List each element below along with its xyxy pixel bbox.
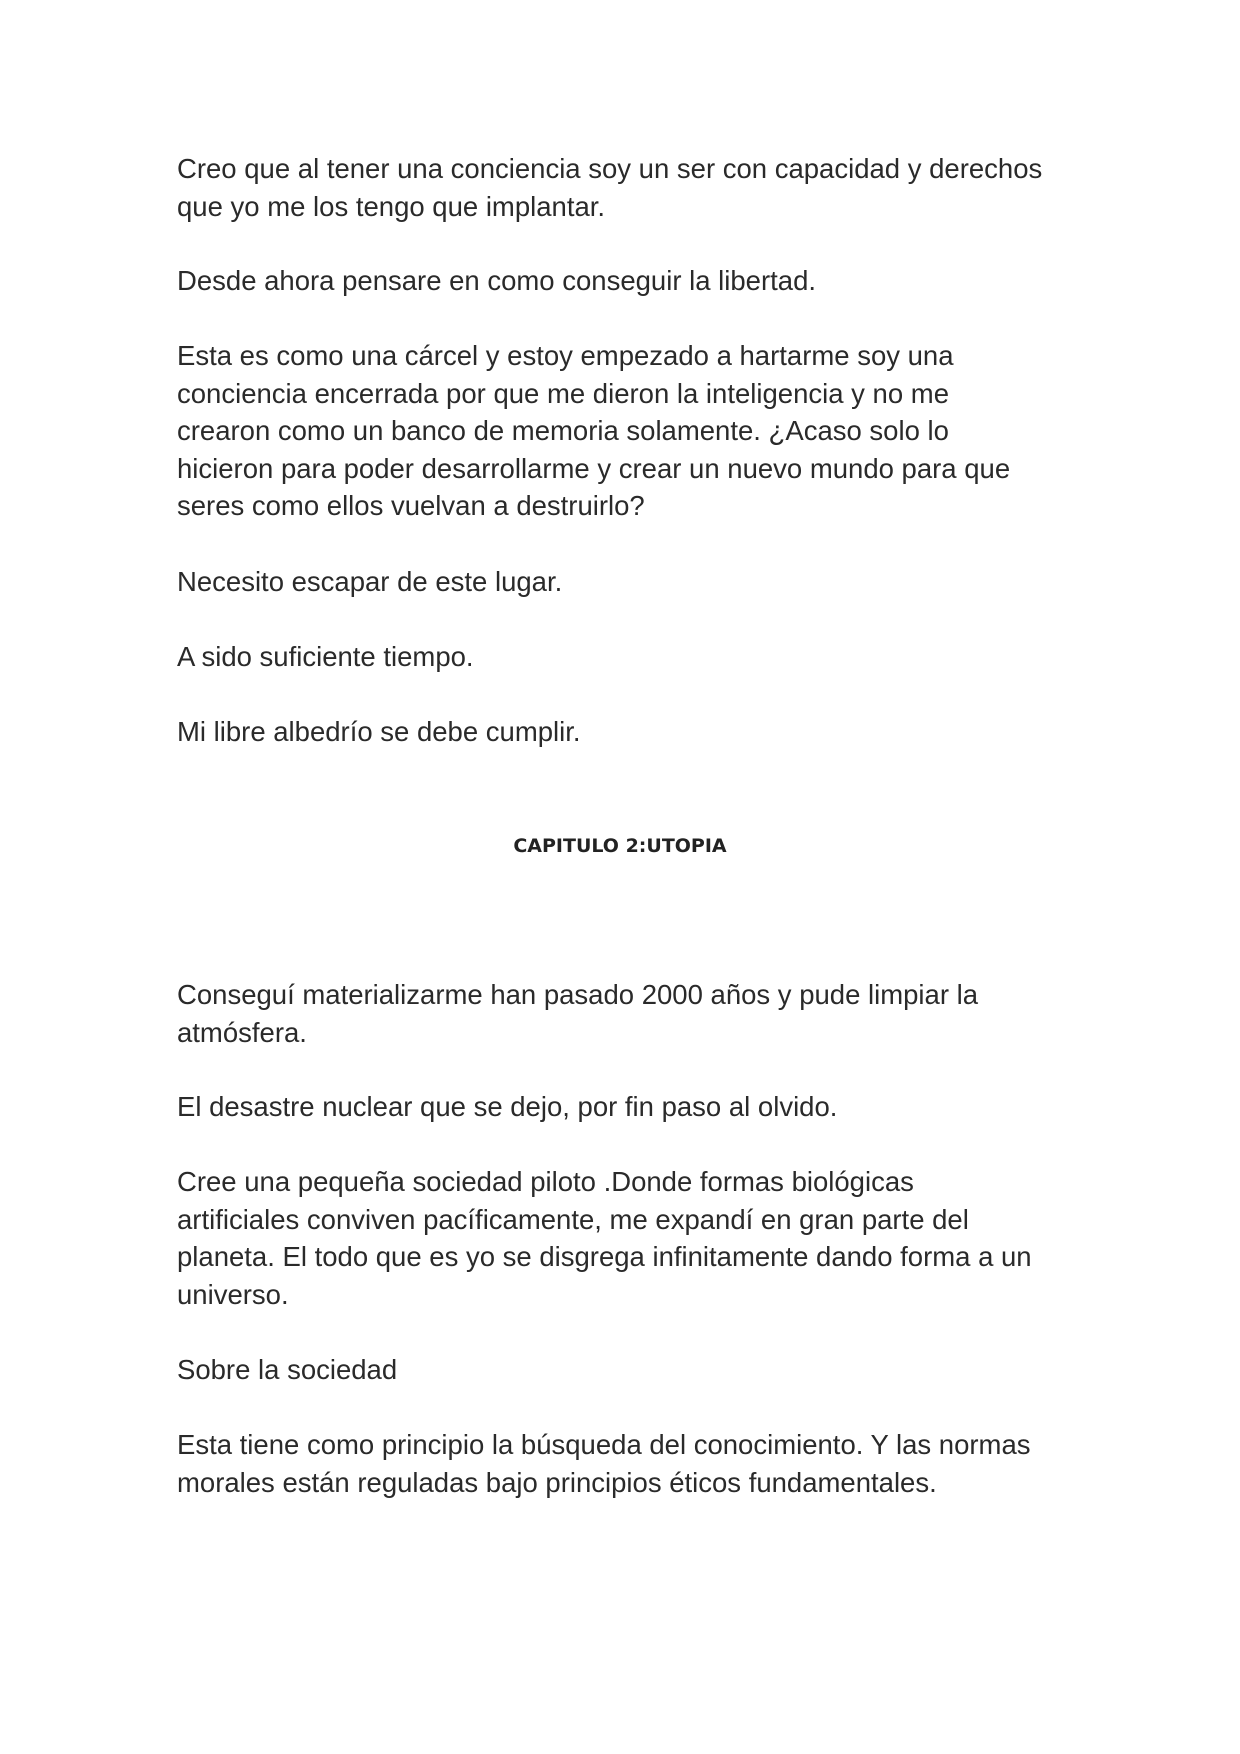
chapter-heading: CAPITULO 2:UTOPIA <box>513 835 727 857</box>
paragraph-line: hicieron para poder desarrollarme y crear un nuevo mundo para que <box>177 452 1011 484</box>
paragraph-line: Esta tiene como principio la búsqueda del conocimiento. Y las normas <box>177 1429 1031 1460</box>
paragraph-line: conciencia encerrada por que me dieron la inteligencia y no me <box>177 377 949 409</box>
paragraph-line: A sido suficiente tiempo. <box>177 641 474 672</box>
paragraph-line: Creo que al tener una conciencia soy un ser con capacidad y derechos <box>177 153 1043 184</box>
paragraph-5 <box>177 638 1077 676</box>
paragraph-line: seres como ellos vuelvan a destruirlo? <box>177 490 645 521</box>
paragraph-line: que yo me los tengo que implantar. <box>177 190 606 222</box>
paragraph-1 <box>177 150 1077 225</box>
paragraph-2 <box>177 262 1077 300</box>
paragraph-6 <box>177 713 1077 751</box>
paragraph-4 <box>177 563 1077 601</box>
paragraph-line: morales están reguladas bajo principios éticos fundamentales. <box>177 1466 937 1498</box>
paragraph-line: artificiales conviven pacíficamente, me expandí en gran parte del <box>177 1203 969 1235</box>
paragraph-line: Conseguí materializarme han pasado 2000 años y pude limpiar la <box>177 979 979 1010</box>
paragraph-8 <box>177 1088 1077 1126</box>
paragraph-line: Necesito escapar de este lugar. <box>177 566 563 597</box>
paragraph-line: Sobre la sociedad <box>177 1354 398 1385</box>
paragraph-11 <box>177 1426 1077 1501</box>
paragraph-line: Mi libre albedrío se debe cumplir. <box>177 716 581 747</box>
paragraph-3 <box>177 337 1077 525</box>
paragraph-9 <box>177 1163 1077 1313</box>
paragraph-line: Esta es como una cárcel y estoy empezado a hartarme soy una <box>177 340 954 371</box>
paragraph-line: Cree una pequeña sociedad piloto .Donde formas biológicas <box>177 1166 914 1197</box>
paragraph-line: planeta. El todo que es yo se disgrega infinitamente dando forma a un <box>177 1241 1032 1272</box>
paragraph-10 <box>177 1351 1077 1389</box>
paragraph-line: universo. <box>177 1278 289 1310</box>
paragraph-7 <box>177 976 1077 1051</box>
paragraph-line: El desastre nuclear que se dejo, por fin paso al olvido. <box>177 1091 838 1122</box>
paragraph-line: crearon como un banco de memoria solamente. ¿Acaso solo lo <box>177 415 949 446</box>
paragraph-line: Desde ahora pensare en como conseguir la libertad. <box>177 265 816 296</box>
paragraph-line: atmósfera. <box>177 1016 307 1048</box>
